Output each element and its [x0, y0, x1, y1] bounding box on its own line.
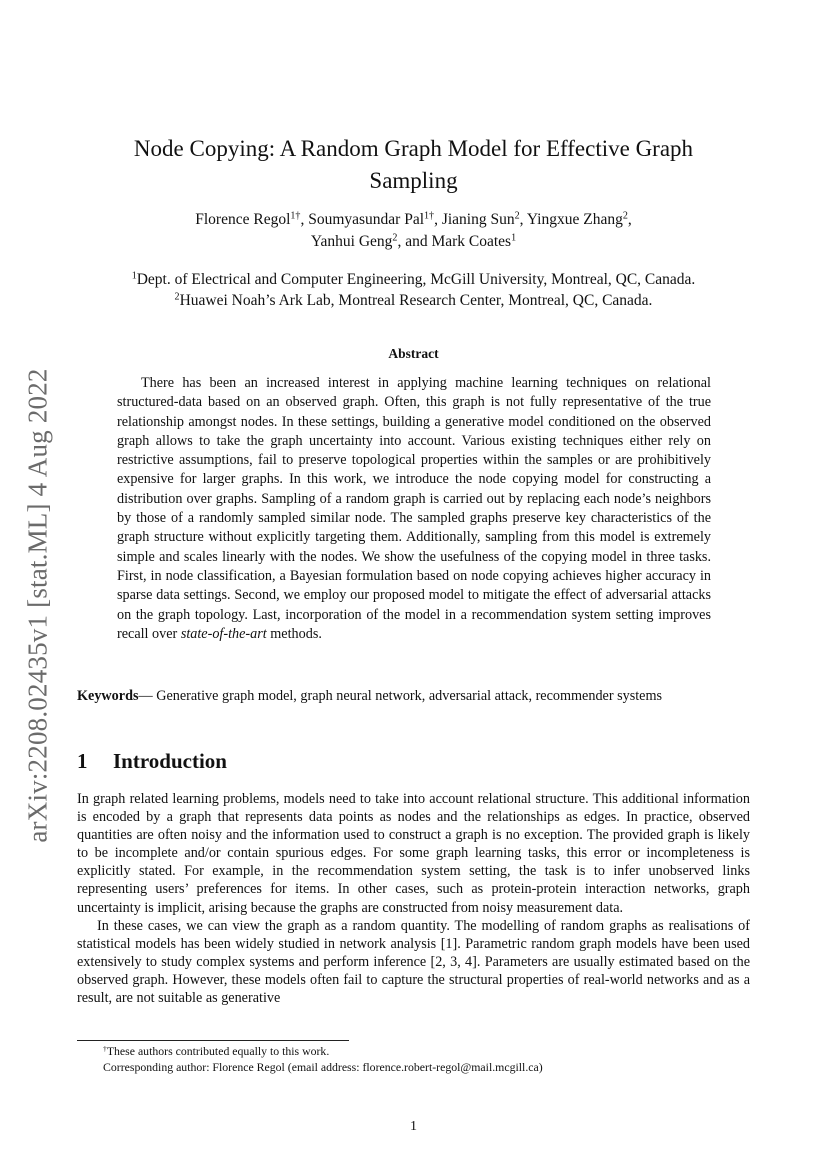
affiliation-text: Dept. of Electrical and Computer Engineering, McGill University, Montreal, QC, Canada. [136, 271, 696, 288]
affiliation-1 [60, 269, 767, 290]
author-list [100, 209, 727, 253]
author-line-2: Yanhui Geng$^2$, and Mark Coates$^1$ [310, 232, 517, 250]
arxiv-stamp-text: arXiv:2208.02435v1 [stat.ML] 4 Aug 2022 [22, 367, 53, 843]
section-heading [77, 749, 227, 774]
footnote-rule [77, 1040, 349, 1041]
page-number: 1 [410, 1119, 417, 1134]
affiliation-text: Huawei Noah’s Ark Lab, Montreal Research Center, Montreal, QC, Canada. [179, 292, 653, 309]
author-name: Mark Coates [431, 233, 512, 250]
abstract-heading: Abstract [388, 346, 439, 361]
section-title: Introduction [113, 749, 227, 773]
author-affil-mark: 1 [511, 232, 517, 244]
author-affil-mark: 1† [424, 210, 435, 222]
keywords [77, 687, 750, 706]
paragraph: In these cases, we can view the graph as a random quantity. The modelling of random graphs as realisations of statistical models has been widely studied in network analysis [1]. Parametric random graph models have been used extensively to study complex systems and perform inference [2, 3, 4]. Parameters are usually estimated based on the observed graph. However, these models often fail to capture the structural properties of real-world networks and as a result, are not suitable as generative [77, 917, 750, 1007]
author-conjunction: and [405, 233, 428, 250]
affiliations [60, 269, 767, 311]
footnotes [103, 1044, 750, 1075]
arxiv-stamp [8, 355, 68, 855]
affiliation-mark: 2 [174, 291, 180, 303]
author-name: Yingxue Zhang [526, 211, 623, 228]
author-affil-mark: 1† [290, 210, 301, 222]
footnote-corresponding-author: Corresponding author: Florence Regol (email address: florence.robert-regol@mail.mcgill.ca) [103, 1059, 543, 1074]
title-line-2: Sampling [369, 168, 458, 193]
paper-title [100, 133, 727, 197]
author-affil-mark: 2 [392, 232, 398, 244]
author-line-1: Florence Regol$^{1\dagger}$, Soumyasundar Pal$^{1\dagger}$, Jianing Sun$^2$, Yingxue Zhang$^2$, [195, 210, 632, 228]
title-line-1: Node Copying: A Random Graph Model for Effective Graph [133, 136, 694, 161]
author-name: Jianing Sun [441, 211, 515, 228]
author-affil-mark: 2 [622, 210, 628, 222]
author-name: Florence Regol [195, 211, 291, 228]
section-number: 1 [77, 749, 88, 773]
keywords-text: — Generative graph model, graph neural network, adversarial attack, recommender systems [138, 688, 663, 704]
abstract-text-end: methods. [270, 625, 322, 642]
abstract-italic-text: state-of-the-art [180, 625, 267, 642]
affiliation-2 [60, 290, 767, 311]
keywords-label: Keywords [77, 688, 139, 704]
abstract-text: There has been an increased interest in applying machine learning techniques on relational structured-data based on an observed graph. Often, this graph is not fully representative of the true relationship amongst nodes. In these settings, building a generative model conditioned on the observed graph allows to take the graph uncertainty into account. Various existing techniques either rely on restrictive assumptions, fail to preserve topological properties within the samples or are prohibitively expensive for larger graphs. In this work, we introduce the node copying model for constructing a distribution over graphs. Sampling of a random graph is carried out by replacing each node’s neighbors by those of a randomly sampled similar node. The sampled graphs preserve key characteristics of the graph structure without explicitly targeting them. Additionally, sampling from this model is extremely simple and scales linearly with the nodes. We show the usefulness of the copying model in three tasks. First, in node classification, a Bayesian formulation based on node copying achieves higher accuracy in sparse data settings. Second, we employ our proposed model to mitigate the effect of adversarial attacks on the graph topology. Last, incorporation of the model in a recommendation system setting improves recall over [117, 375, 711, 642]
introduction-body [77, 790, 750, 1007]
paragraph: In graph related learning problems, models need to take into account relational structure. This additional information is encoded by a graph that represents data points as nodes and the relationships as edges. In practice, observed quantities are often noisy and the information used to construct a graph is no exception. The provided graph is likely to be incomplete and/or contain spurious edges. For some graph learning tasks, this error or incompleteness is explicitly stated. For example, in the recommendation system setting, the task is to infer unobserved links representing users’ preferences for items. In other cases, such as protein-protein interaction networks, graph uncertainty is implicit, arising because the graphs are constructed from noisy measurement data. [77, 791, 750, 916]
affiliation-mark: 1 [131, 270, 137, 282]
author-affil-mark: 2 [514, 210, 520, 222]
footnote-equal-contribution [103, 1044, 750, 1060]
abstract-body [117, 374, 711, 644]
author-name: Yanhui Geng [310, 233, 393, 250]
footnote-mark: † [103, 1043, 107, 1053]
footnote-text: These authors contributed equally to this work. [106, 1044, 330, 1058]
author-name: Soumyasundar Pal [308, 211, 425, 228]
